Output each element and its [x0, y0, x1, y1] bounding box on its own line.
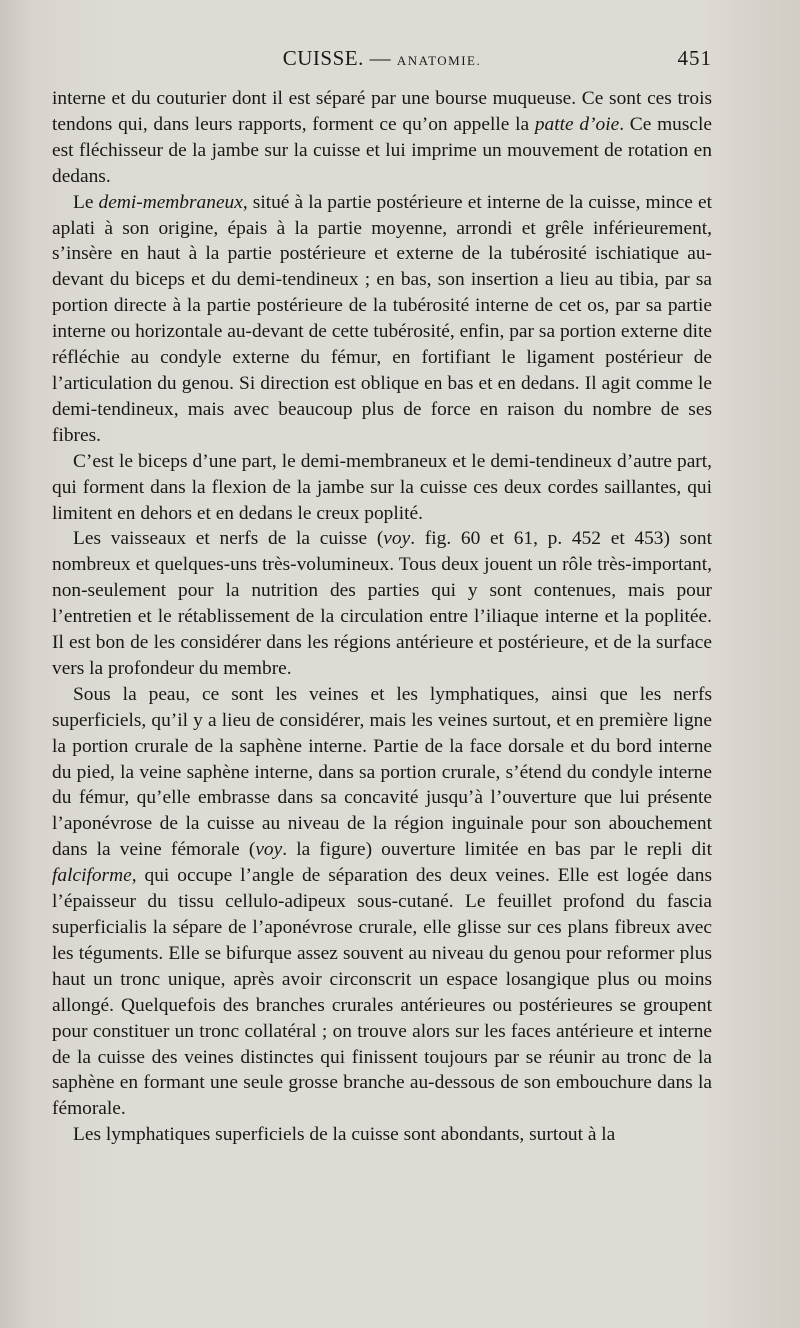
paragraph-p1: [52, 190, 712, 449]
running-title: [52, 46, 712, 71]
paragraph-p2: [52, 449, 712, 527]
text-run: , situé à la partie postérieure et interne de la cuisse, mince et aplati à son origine, épais à la partie moyenne, arrondi et grêle inférieurement, s’insère en haut à la partie postérieure et externe de la tubérosité ischiatique au-devant du biceps et du demi-tendineux ; en bas, son insertion a lieu au tibia, par sa portion directe à la partie postérieure de la tubérosité interne de cet os, par sa partie interne ou horizontale au-devant de cette tubérosité, enfin, par sa portion externe dite réfléchie au condyle externe du fémur, en fortifiant le ligament postérieur de l’articulation du genou. Si direction est oblique en bas et en dedans. Il agit comme le demi-tendineux, mais avec beaucoup plus de force en raison du nombre de ses fibres.: [52, 191, 712, 446]
text-run: , qui occupe l’angle de séparation des deux veines. Elle est logée dans l’épaisseur du tissu cellulo-adipeux sous-cutané. Le feuillet profond du fascia superficialis la sépare de l’aponévrose crurale, elle glisse sur ces plans fibreux avec les téguments. Elle se bifurque assez souvent au niveau du genou pour reformer plus haut un tronc unique, après avoir circonscrit un espace losangique plus ou moins allongé. Quelquefois des branches crurales antérieures ou postérieures se groupent pour constituer un tronc collatéral ; on trouve alors sur les faces antérieure et interne de la cuisse des veines distinctes qui finissent toujours par se réunir au tronc de la saphène en formant une seule grosse branche au-dessous de son embouchure dans la fémorale.: [52, 865, 712, 1120]
text-run: . Ce muscle est fléchisseur de la jambe sur la cuisse et lui imprime un mouvement de rotation en dedans.: [52, 113, 712, 187]
text-run: Les lymphatiques superficiels de la cuisse sont abondants, surtout à la: [73, 1124, 616, 1146]
italic-term: falciforme: [52, 865, 132, 887]
text-run: Le: [73, 191, 99, 213]
italic-term: voy: [255, 839, 283, 861]
text-run: Sous la peau, ce sont les veines et les lymphatiques, ainsi que les nerfs superficiels, qu’il y a lieu de considérer, mais les veines surtout, et en première ligne la portion crurale de la saphène interne. Partie de la face dorsale et du bord interne du pied, la veine saphène interne, dans sa portion crurale, s’étend du condyle interne du fémur, qu’elle embrasse dans sa concavité jusqu’à l’ouverture que lui présente l’aponévrose de la cuisse au niveau de la région inguinale pour son abouchement dans la veine fémorale (: [52, 683, 712, 861]
paragraph-p4: [52, 682, 712, 1122]
section-subtitle: ANATOMIE.: [396, 53, 482, 68]
page-number: 451: [677, 46, 712, 70]
text-run: interne et du couturier dont il est séparé par une bourse muqueuse. Ce sont ces trois tendons qui, dans leurs rapports, forment ce qu’on appelle la: [52, 88, 712, 135]
italic-term: demi-membraneux: [98, 191, 243, 213]
title-separator: —: [363, 46, 397, 70]
paragraph-p5: [52, 1122, 712, 1148]
text-run: . la figure) ouverture limitée en bas par le repli dit: [282, 839, 712, 861]
body-text: [52, 86, 712, 1148]
text-run: C’est le biceps d’une part, le demi-membraneux et le demi-tendineux d’autre part, qui forment dans la flexion de la jambe sur la cuisse ces deux cordes saillantes, qui limitent en dehors et en dedans le creux poplité.: [52, 450, 712, 524]
section-title: CUISSE.: [282, 46, 364, 70]
paragraph-p0: [52, 86, 712, 190]
running-header: [52, 46, 712, 76]
text-run: Les vaisseaux et nerfs de la cuisse (: [73, 528, 384, 550]
paragraph-p3: [52, 526, 712, 681]
text-run: . fig. 60 et 61, p. 452 et 453) sont nombreux et quelques-uns très-volumineux. Tous deux jouent un rôle très-important, non-seulement pour la nutrition des parties qui y sont contenues, mais pour l’entretien et le rétablissement de la circulation entre l’iliaque interne et la poplitée. Il est bon de les considérer dans les régions antérieure et postérieure, et de la surface vers la profondeur du membre.: [52, 528, 713, 679]
italic-term: patte d’oie: [534, 113, 620, 135]
italic-term: voy: [383, 528, 411, 550]
